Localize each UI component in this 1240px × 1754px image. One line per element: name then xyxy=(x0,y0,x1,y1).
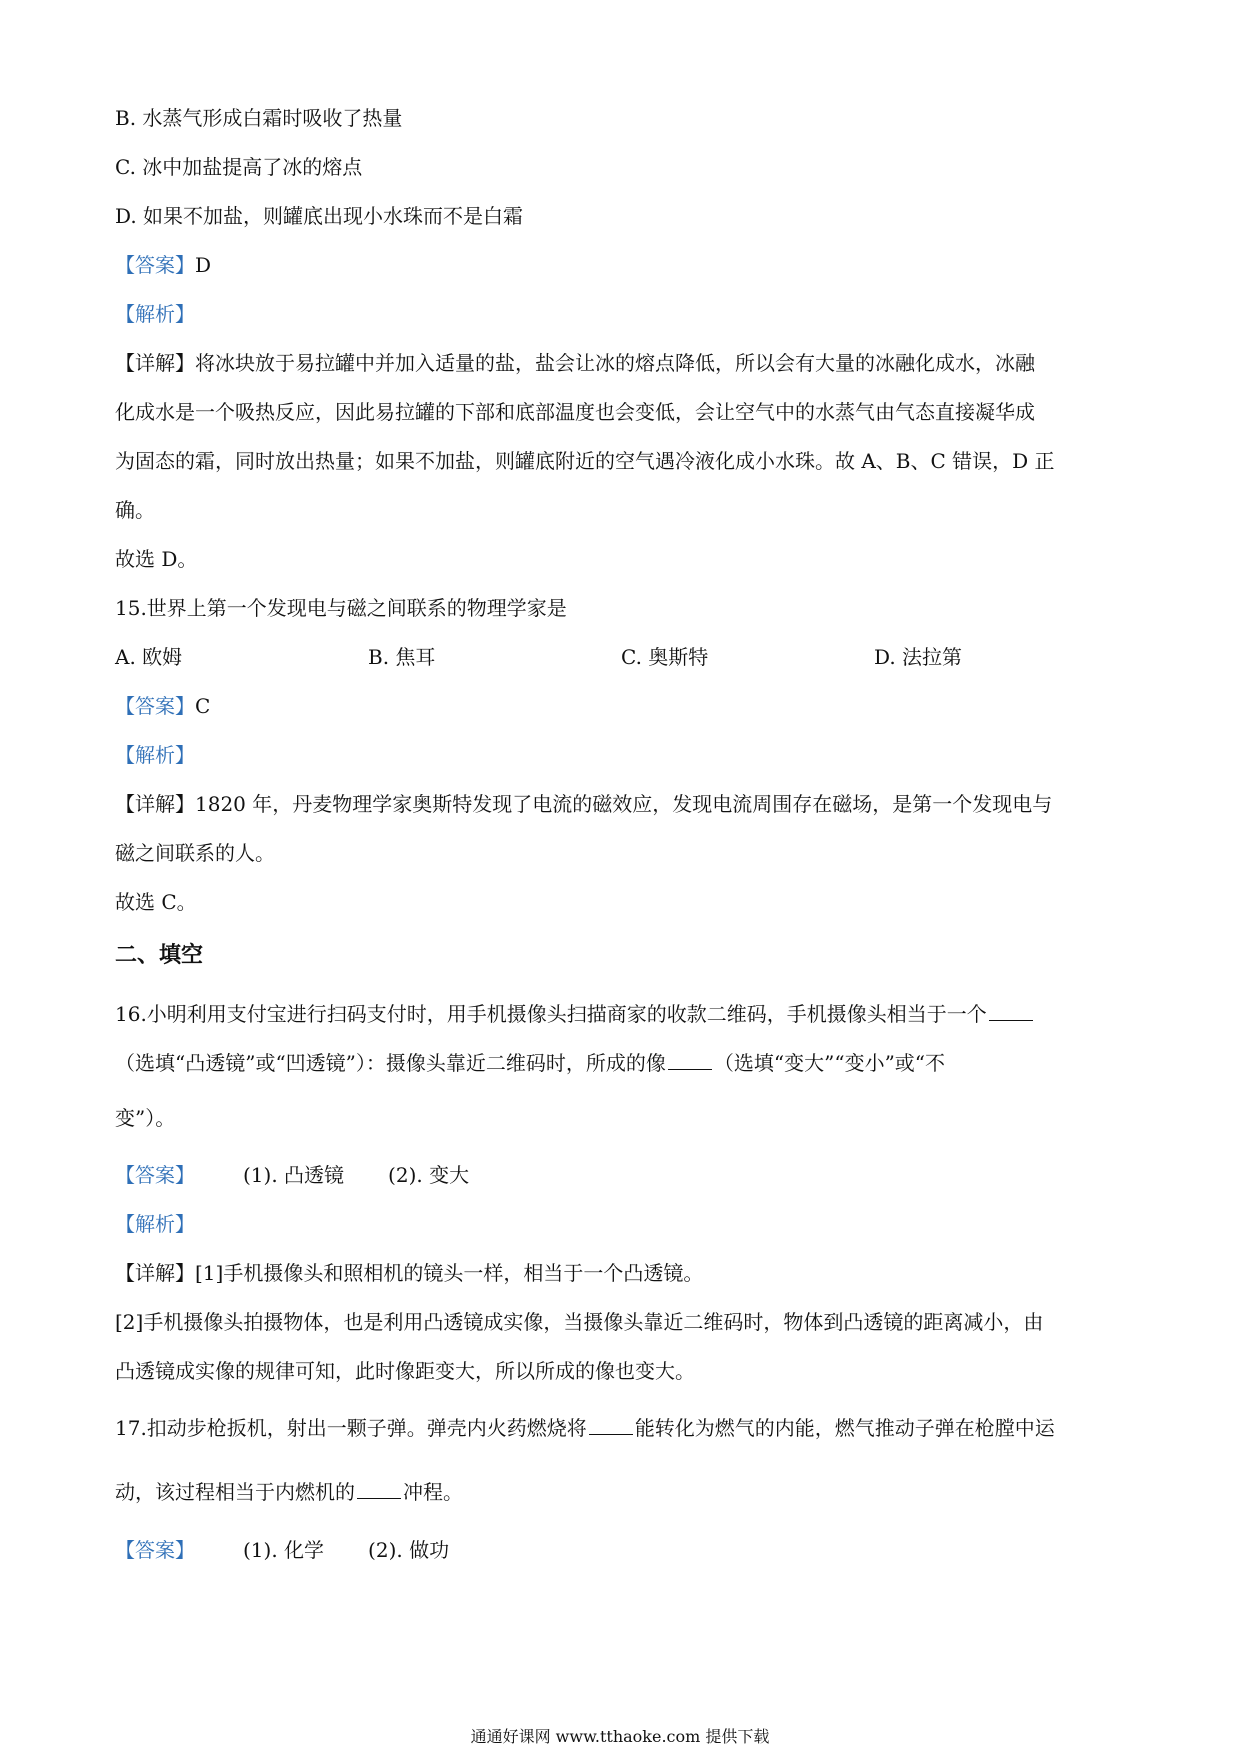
page-footer: 通通好课网 www.tthaoke.com 提供下载 xyxy=(470,1727,770,1746)
q17-text-1b: 能转化为燃气的内能，燃气推动子弹在枪膛中运 xyxy=(634,1416,1055,1440)
q14-detail-line-3: 为固态的霜，同时放出热量；如果不加盐，则罐底附近的空气遇冷液化成小水珠。故 A、B、C 错误，D 正 xyxy=(115,449,1055,473)
detail-tag: 【详解】 xyxy=(115,351,195,375)
q15-detail-line-2: 磁之间联系的人。 xyxy=(115,841,275,865)
fill-blank xyxy=(989,1002,1033,1021)
q16-text-1: 16.小明利用支付宝进行扫码支付时，用手机摄像头扫描商家的收款二维码，手机摄像头相当于一个 xyxy=(115,1002,987,1026)
answer-tag: 【答案】 xyxy=(115,1163,195,1187)
detail-text: 1820 年，丹麦物理学家奥斯特发现了电流的磁效应，发现电流周围存在磁场，是第一个发现电与 xyxy=(195,792,1053,816)
q14-option-c: C. 冰中加盐提高了冰的熔点 xyxy=(115,155,363,179)
q14-analysis-tag: 【解析】 xyxy=(115,302,195,326)
answer-tag: 【答案】 xyxy=(115,253,195,277)
q15-option-c: C. 奥斯特 xyxy=(621,645,709,669)
q16-detail-line-3: 凸透镜成实像的规律可知，此时像距变大，所以所成的像也变大。 xyxy=(115,1359,695,1383)
answer-2: (2). 变大 xyxy=(388,1163,470,1187)
q15-answer xyxy=(115,692,210,720)
answer-tag: 【答案】 xyxy=(115,1538,195,1562)
q14-detail-line-2: 化成水是一个吸热反应，因此易拉罐的下部和底部温度也会变低，会让空气中的水蒸气由气态直接凝华成 xyxy=(115,400,1035,424)
q16-analysis-tag: 【解析】 xyxy=(115,1212,195,1236)
q17-answer xyxy=(115,1536,449,1564)
q14-detail-line-1 xyxy=(115,349,1035,377)
q15-detail-line-1 xyxy=(115,790,1052,818)
answer-2: (2). 做功 xyxy=(368,1538,450,1562)
q15-analysis-tag: 【解析】 xyxy=(115,743,195,767)
q17-line-1 xyxy=(115,1414,1055,1442)
detail-tag: 【详解】 xyxy=(115,1261,195,1285)
section-heading: 二、填空 xyxy=(115,942,204,968)
fill-blank xyxy=(668,1051,712,1070)
q15-question: 15.世界上第一个发现电与磁之间联系的物理学家是 xyxy=(115,596,567,620)
q17-text-2b: 冲程。 xyxy=(403,1480,463,1504)
q15-choose: 故选 C。 xyxy=(115,890,197,914)
q16-line-2 xyxy=(115,1049,945,1077)
q14-choose: 故选 D。 xyxy=(115,547,198,571)
q14-answer xyxy=(115,251,211,279)
detail-text: [1]手机摄像头和照相机的镜头一样，相当于一个凸透镜。 xyxy=(195,1261,704,1285)
answer-value: D xyxy=(195,253,212,277)
q16-line-1 xyxy=(115,1000,1035,1028)
answer-tag: 【答案】 xyxy=(115,694,195,718)
q15-option-d: D. 法拉第 xyxy=(874,645,963,669)
q16-detail-line-2: [2]手机摄像头拍摄物体，也是利用凸透镜成实像，当摄像头靠近二维码时，物体到凸透镜的距离减小，由 xyxy=(115,1310,1044,1334)
q16-detail-line-1 xyxy=(115,1259,703,1287)
q17-text-2a: 动，该过程相当于内燃机的 xyxy=(115,1480,355,1504)
q17-text-1a: 17.扣动步枪扳机，射出一颗子弹。弹壳内火药燃烧将 xyxy=(115,1416,587,1440)
q17-line-2 xyxy=(115,1478,463,1506)
q16-answer xyxy=(115,1161,469,1189)
answer-1: (1). 化学 xyxy=(243,1538,325,1562)
q16-line-3: 变”）。 xyxy=(115,1106,176,1130)
answer-value: C xyxy=(195,694,211,718)
q15-options xyxy=(115,643,1015,671)
q14-option-b: B. 水蒸气形成白霜时吸收了热量 xyxy=(115,106,403,130)
q15-option-a: A. 欧姆 xyxy=(115,645,183,669)
detail-text: 将冰块放于易拉罐中并加入适量的盐，盐会让冰的熔点降低，所以会有大量的冰融化成水，冰融 xyxy=(195,351,1035,375)
detail-tag: 【详解】 xyxy=(115,792,195,816)
q16-text-2a: （选填“凸透镜”或“凹透镜”）：摄像头靠近二维码时，所成的像 xyxy=(115,1051,666,1075)
fill-blank xyxy=(357,1480,401,1499)
answer-1: (1). 凸透镜 xyxy=(243,1163,345,1187)
q15-option-b: B. 焦耳 xyxy=(368,645,436,669)
q14-detail-line-4: 确。 xyxy=(115,498,155,522)
q14-option-d: D. 如果不加盐，则罐底出现小水珠而不是白霜 xyxy=(115,204,524,228)
q16-text-2b: （选填“变大”“变小”或“不 xyxy=(713,1051,946,1075)
fill-blank xyxy=(589,1416,633,1435)
